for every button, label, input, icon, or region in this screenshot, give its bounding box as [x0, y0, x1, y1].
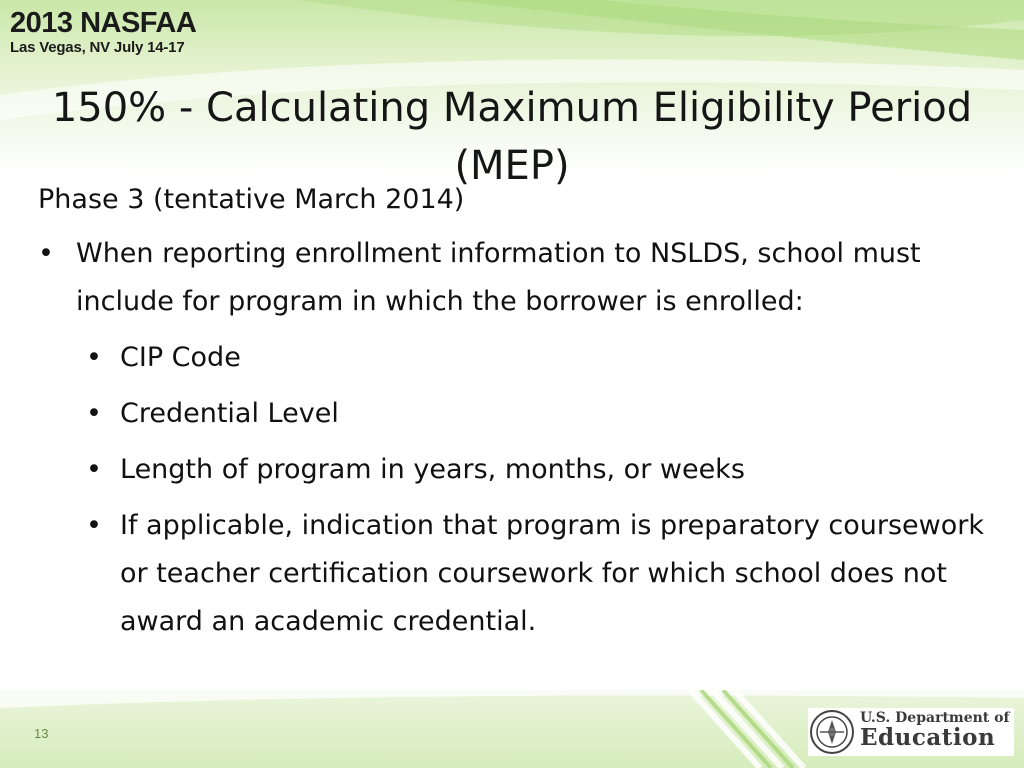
sub-list-item	[38, 334, 988, 382]
phase-heading: Phase 3 (tentative March 2014)	[38, 184, 465, 215]
sub-list-item	[38, 390, 988, 438]
sub-bullet-text: CIP Code	[120, 342, 241, 373]
list-item	[38, 230, 988, 326]
sub-bullet-text: Credential Level	[120, 398, 339, 429]
bullet-text: When reporting enrollment information to NSLDS, school must include for program in which the borrower is enrolled:	[76, 238, 921, 317]
sub-bullet-text: Length of program in years, months, or weeks	[120, 454, 745, 485]
bullet-icon: •	[86, 454, 102, 485]
logo-text-top: U.S. Department of	[860, 710, 1010, 726]
bullet-icon: •	[38, 238, 54, 269]
slide-title: 150% - Calculating Maximum Eligibility Period (MEP)	[51, 84, 973, 189]
logo-text-bottom: Education	[860, 724, 996, 751]
bullet-list	[38, 230, 988, 646]
conference-subtitle: Las Vegas, NV July 14-17	[10, 39, 185, 56]
slide-content	[38, 178, 988, 646]
bullet-icon: •	[86, 510, 102, 541]
conference-title: 2013 NASFAA	[10, 7, 197, 39]
bullet-icon: •	[86, 398, 102, 429]
sub-list-item	[38, 446, 988, 494]
bullet-icon: •	[86, 342, 102, 373]
sub-bullet-list	[38, 334, 988, 646]
seal-icon	[810, 710, 854, 754]
sub-bullet-text: If applicable, indication that program is preparatory coursework or teacher certification coursework for which school does not award an academic credential.	[120, 510, 984, 637]
sub-list-item	[38, 502, 988, 646]
page-number: 13	[34, 726, 49, 741]
us-department-of-education-logo	[808, 708, 1014, 756]
conference-logo	[10, 8, 196, 57]
